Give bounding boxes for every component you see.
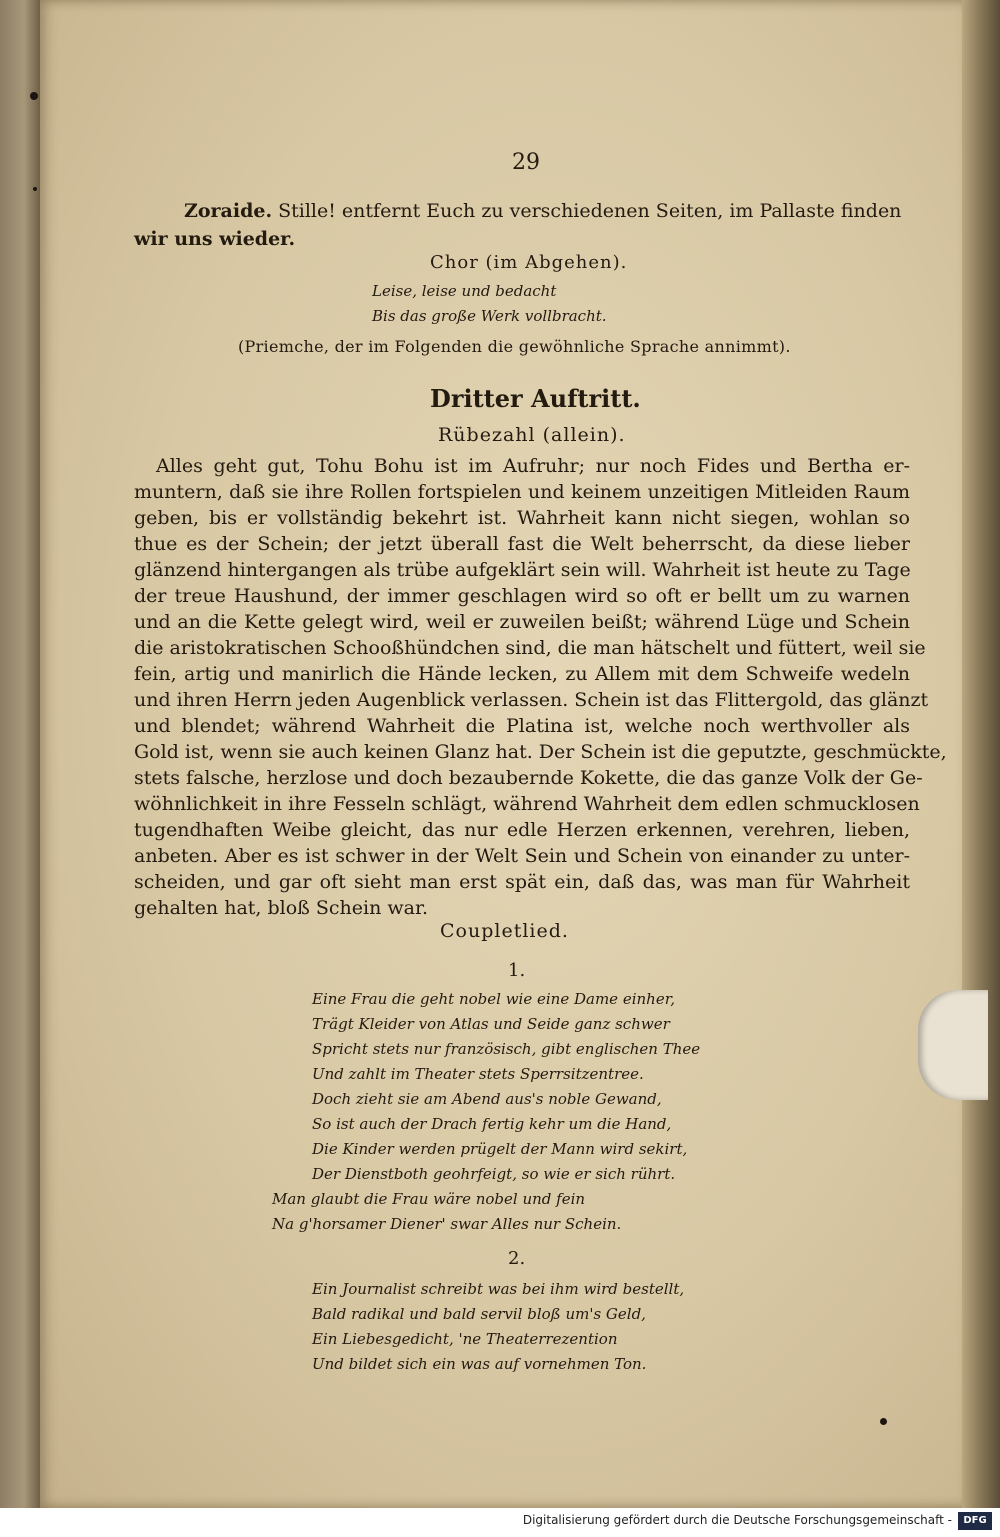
page-number: 29	[512, 150, 540, 175]
verse-line: Ein Liebesgedicht, 'ne Theaterrezention	[312, 1330, 618, 1348]
verse-line: Ein Journalist schreibt was bei ihm wird bestellt,	[312, 1280, 685, 1298]
verse-line: Doch zieht sie am Abend aus's noble Gewand,	[312, 1090, 662, 1108]
footer-credit: Digitalisierung gefördert durch die Deutsche Forschungsgemeinschaft -	[522, 1513, 952, 1527]
verse-line: Bald radikal und bald servil bloß um's Geld,	[312, 1305, 646, 1323]
prose-line: anbeten. Aber es ist schwer in der Welt Sein und Schein von einander zu unter-	[134, 845, 910, 867]
verse-line: Spricht stets nur französisch, gibt englischen Thee	[312, 1040, 701, 1058]
chorus-verse: Leise, leise und bedacht	[372, 282, 557, 300]
verse-line: So ist auch der Drach fertig kehr um die Hand,	[312, 1115, 672, 1133]
prose-line: der treue Haushund, der immer geschlagen wird so oft er bellt um zu warnen	[134, 585, 910, 607]
verse-line: Der Dienstboth geohrfeigt, so wie er sich rührt.	[312, 1165, 676, 1183]
right-page-edge	[962, 0, 1000, 1508]
prose-line: wöhnlichkeit in ihre Fesseln schlägt, während Wahrheit dem edlen schmucklosen	[134, 793, 920, 815]
prose-line: fein, artig und manirlich die Hände lecken, zu Allem mit dem Schweife wedeln	[134, 663, 910, 685]
prose-line: geben, bis er vollständig bekehrt ist. Wahrheit kann nicht siegen, wohlan so	[134, 507, 910, 529]
left-page-edge	[0, 0, 40, 1537]
prose-line: stets falsche, herzlose und doch bezaubernde Kokette, die das ganze Volk der Ge-	[134, 767, 923, 789]
prose-line: und blendet; während Wahrheit die Platina ist, welche noch werthvoller als	[134, 715, 910, 737]
prose-line: und an die Kette gelegt wird, weil er zuweilen beißt; während Lüge und Schein	[134, 611, 910, 633]
scene-title: Dritter Auftritt.	[430, 384, 641, 413]
verse-line: Und zahlt im Theater stets Sperrsitzentree.	[312, 1065, 644, 1083]
stanza-number: 2.	[508, 1248, 526, 1269]
prose-line: und ihren Herrn jeden Augenblick verlassen. Schein ist das Flittergold, das glänzt	[134, 689, 929, 711]
prose-line: tugendhaften Weibe gleicht, das nur edle Herzen erkennen, verehren, lieben,	[134, 819, 910, 841]
prose-line: die aristokratischen Schooßhündchen sind, die man hätschelt und füttert, weil sie	[134, 637, 926, 659]
speaker-name: Zoraide.	[184, 200, 273, 222]
character-heading: Rübezahl (allein).	[438, 424, 626, 446]
verse-line: Na g'horsamer Diener' swar Alles nur Schein.	[272, 1215, 622, 1233]
prose-line: scheiden, und gar oft sieht man erst spät ein, daß das, was man für Wahrheit	[134, 871, 910, 893]
prose-line: glänzend hintergangen als trübe aufgeklärt sein will. Wahrheit ist heute zu Tage	[134, 559, 911, 581]
verse-line: Eine Frau die geht nobel wie eine Dame einher,	[312, 990, 675, 1008]
prose-line: gehalten hat, bloß Schein war.	[134, 897, 429, 919]
speaker-text: Stille! entfernt Euch zu verschiedenen Seiten, im Pallaste finden	[278, 200, 902, 222]
ink-spot	[33, 187, 37, 191]
prose-line: muntern, daß sie ihre Rollen fortspielen und keinem unzeitigen Mitleiden Raum	[134, 481, 910, 503]
prose-line: thue es der Schein; der jetzt überall fast die Welt beherrscht, da diese lieber	[134, 533, 910, 555]
chorus-verse: Bis das große Werk vollbracht.	[372, 307, 607, 325]
verse-line: Trägt Kleider von Atlas und Seide ganz schwer	[312, 1015, 670, 1033]
chorus-heading: Chor (im Abgehen).	[430, 252, 628, 273]
stage-direction: (Priemche, der im Folgenden die gewöhnliche Sprache annimmt).	[238, 337, 791, 356]
verse-line: Und bildet sich ein was auf vornehmen Ton.	[312, 1355, 647, 1373]
speaker-line	[184, 200, 901, 222]
verse-line: Man glaubt die Frau wäre nobel und fein	[272, 1190, 586, 1208]
song-title: Coupletlied.	[440, 920, 569, 942]
binding-clip	[918, 990, 988, 1100]
ink-spot	[30, 92, 38, 100]
verse-line: Die Kinder werden prügelt der Mann wird sekirt,	[312, 1140, 688, 1158]
prose-line: Gold ist, wenn sie auch keinen Glanz hat. Der Schein ist die geputzte, geschmückte,	[134, 741, 947, 763]
stanza-number: 1.	[508, 960, 526, 981]
ink-spot	[880, 1418, 887, 1425]
dfg-logo[interactable]: DFG	[958, 1512, 992, 1530]
prose-line: Alles geht gut, Tohu Bohu ist im Aufruhr; nur noch Fides und Bertha er-	[156, 455, 910, 477]
speaker-line-continuation: wir uns wieder.	[134, 228, 296, 250]
